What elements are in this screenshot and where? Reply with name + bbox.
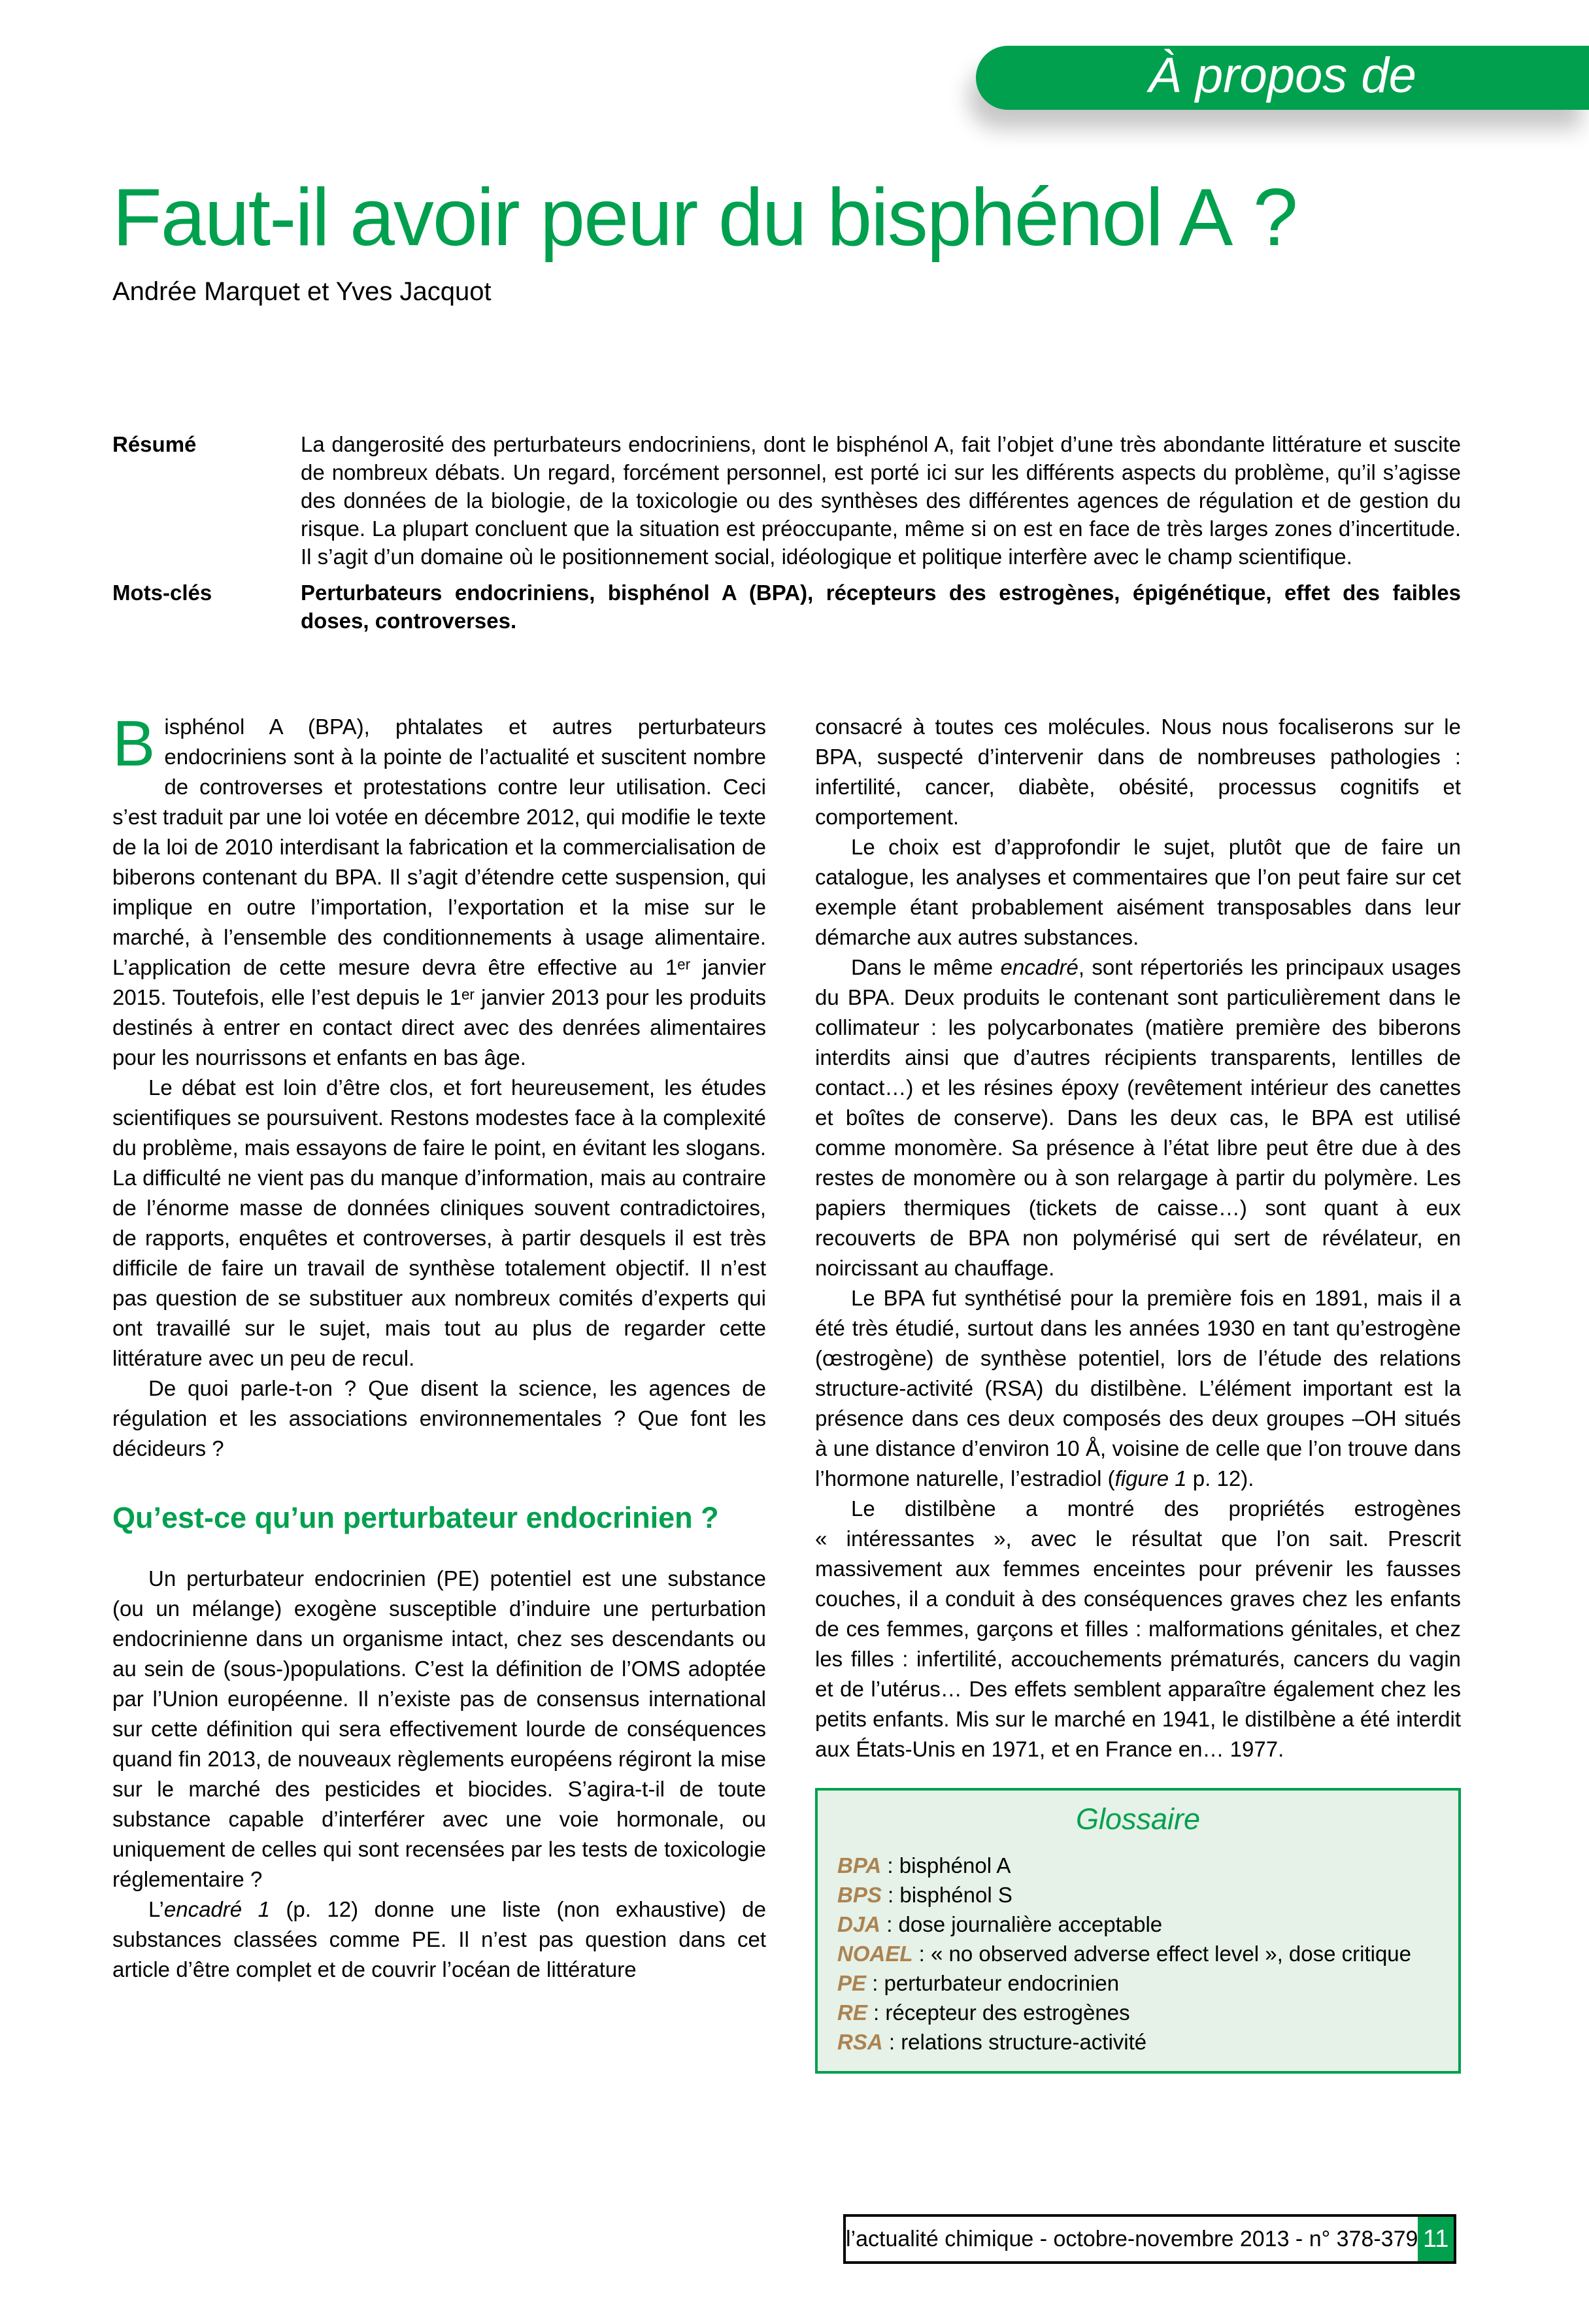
glossary-abbr: NOAEL <box>837 1942 913 1966</box>
glossary-abbr: RSA <box>837 2030 883 2055</box>
glossary-entry <box>837 1998 1439 2027</box>
paragraph: Le distilbène a montré des propriétés estrogènes « intéressantes », avec le résultat que l’on sait. Prescrit massivement aux femmes enceintes pour prévenir les fausses couches, il a conduit à des conséquences graves chez les enfants de ces femmes, garçons et filles : malformations génitales, et chez les filles : infertilité, accouchements prématurés, cancers du vagin et de l’utérus… Des effets semblent apparaître également chez les petits enfants. Mis sur le marché en 1941, le distilbène a été interdit aux États-Unis en 1971, et en France en… 1977. <box>815 1496 1461 1762</box>
glossary-entry <box>837 1880 1439 1910</box>
text-segment: p. 12). <box>1186 1466 1254 1491</box>
abstract-block <box>112 430 1461 635</box>
paragraph <box>815 1283 1461 1494</box>
glossary-definition: : bisphénol S <box>881 1883 1012 1908</box>
article-authors: Andrée Marquet et Yves Jacquot <box>112 277 492 307</box>
footer-bar <box>843 2214 1456 2264</box>
glossary-entry <box>837 1968 1439 1998</box>
glossary-definition: : dose journalière acceptable <box>880 1912 1163 1937</box>
glossary-entry <box>837 1939 1439 1968</box>
text-segment: encadré 1 <box>163 1897 270 1922</box>
text-segment: figure 1 <box>1114 1466 1187 1491</box>
keywords-label: Mots-clés <box>112 581 212 605</box>
glossary-definition: : relations structure-activité <box>882 2030 1147 2055</box>
paragraph: Un perturbateur endocrinien (PE) potentiel est une substance (ou un mélange) exogène susceptible d’induire une perturbation endocrinienne dans un organisme intact, chez ses descendants ou au sein de (sous-)populations. C’est la définition de l’OMS adoptée par l’Union européenne. Il n’existe pas de consensus international sur cette définition qui sera effectivement lourde de conséquences quand fin 2013, de nouveaux règlements européens régiront la mise sur le marché des pesticides et biocides. S’agira-t-il de toute substance capable d’interférer avec une voie hormonale, ou uniquement de celles qui sont recensées par les tests de toxicologie réglementaire ? <box>112 1566 766 1892</box>
keywords-text: Perturbateurs endocriniens, bisphénol A (BPA), récepteurs des estrogènes, épigénétique, effet des faibles doses, controverses. <box>301 581 1461 633</box>
paragraph: Le choix est d’approfondir le sujet, plutôt que de faire un catalogue, les analyses et commentaires que l’on peut faire sur cet exemple étant probablement aisément transposables dans leur démarche aux autres substances. <box>815 835 1461 950</box>
page-content <box>112 0 1461 2074</box>
glossary-abbr: DJA <box>837 1912 881 1937</box>
column-left <box>112 707 766 2074</box>
glossary-list <box>837 1851 1439 2057</box>
column-right <box>815 712 1461 2074</box>
glossary-definition: : récepteur des estrogènes <box>867 2000 1130 2025</box>
paragraph: consacré à toutes ces molécules. Nous nous focaliserons sur le BPA, suspecté d’intervenir dans de nombreuses pathologies : infertilité, cancer, diabète, obésité, processus cognitifs et comportement. <box>815 715 1461 830</box>
article-title: Faut-il avoir peur du bisphénol A ? <box>112 173 1297 263</box>
paragraph-intro <box>112 707 766 1073</box>
glossary-definition: : perturbateur endocrinien <box>866 1971 1120 1996</box>
glossary-abbr: BPS <box>837 1883 882 1908</box>
glossary-box <box>815 1788 1461 2074</box>
glossary-entry <box>837 1851 1439 1880</box>
text-segment: Dans le même <box>851 955 1001 980</box>
paragraph-intro-text: isphénol A (BPA), phtalates et autres perturbateurs endocriniens sont à la pointe de l’actualité et suscitent nombre de controverses et protestations contre leur utilisation. Ceci s’est traduit par une loi votée en décembre 2012, qui modifie le texte de la loi de 2010 interdisant la fabrication et la commercialisation de biberons contenant du BPA. Il s’agit d’étendre cette suspension, qui implique en outre l’importation, l’exportation et la mise sur le marché, à l’ensemble des conditionnements à usage alimentaire. L’application de cette mesure devra être effective au 1ᵉʳ janvier 2015. Toutefois, elle l’est depuis le 1ᵉʳ janvier 2013 pour les produits destinés à entrer en contact direct avec des denrées alimentaires pour les nourrissons et enfants en bas âge. <box>112 715 766 1070</box>
glossary-title: Glossaire <box>1075 1802 1201 1836</box>
text-segment: , sont répertoriés les principaux usages du BPA. Deux produits le contenant sont particulièrement dans le collimateur : les polycarbonates (matière première des biberons interdits ainsi que d’autres récipients transparents, lentilles de contact…) et les résines époxy (revêtement intérieur des canettes et boîtes de conserve). Dans les deux cas, le BPA est utilisé comme monomère. Sa présence à l’état libre peut être due à des restes de monomère ou à son relargage à partir du polymère. Les papiers thermiques (tickets de caisse…) sont quant à eux recouverts de BPA non polymérisé qui sert de révélateur, en noircissant au chauffage. <box>815 955 1461 1281</box>
glossary-entry <box>837 1910 1439 1939</box>
glossary-abbr: PE <box>837 1971 867 1996</box>
text-segment: Le BPA fut synthétisé pour la première fois en 1891, mais il a été très étudié, surtout dans les années 1930 en tant qu’estrogène (œstrogène) de synthèse potentiel, lors de l’étude des relations structure-activité (RSA) du distilbène. L’élément important est la présence dans ces deux composés des deux groupes –OH situés à une distance d’environ 10 Å, voisine de celle que l’on trouve dans l’hormone naturelle, l’estradiol ( <box>815 1286 1461 1491</box>
text-segment: encadré <box>1000 955 1079 980</box>
section-banner-label: À propos de <box>1148 48 1416 103</box>
glossary-entry <box>837 2027 1439 2057</box>
glossary-definition: : « no observed adverse effect level », dose critique <box>912 1942 1412 1966</box>
glossary-abbr: BPA <box>837 1853 882 1878</box>
paragraph: Le débat est loin d’être clos, et fort heureusement, les études scientifiques se poursuivent. Restons modestes face à la complexité du problème, mais essayons de faire le point, en évitant les slogans. La difficulté ne vient pas du manque d’information, mais au contraire de l’énorme masse de données cliniques souvent contradictoires, de rapports, enquêtes et controverses, à partir desquels il est très difficile de faire un travail de synthèse totalement objectif. Il n’est pas question de se substituer aux nombreux comités d’experts qui ont travaillé sur le sujet, mais tout au plus de regarder cette littérature avec un peu de recul. <box>112 1075 766 1371</box>
footer-page-number: 11 <box>1418 2217 1454 2261</box>
footer-journal-line: l’actualité chimique - octobre-novembre 2013 - n° 378-379 <box>846 2226 1418 2251</box>
paragraph <box>112 1895 766 1985</box>
abstract-label: Résumé <box>112 432 197 457</box>
paragraph: De quoi parle-t-on ? Que disent la science, les agences de régulation et les associations environnementales ? Que font les décideurs ? <box>112 1376 766 1461</box>
glossary-definition: : bisphénol A <box>881 1853 1011 1878</box>
abstract-text: La dangerosité des perturbateurs endocriniens, dont le bisphénol A, fait l’objet d’une très abondante littérature et suscite de nombreux débats. Un regard, forcément personnel, est porté ici sur les différents aspects du problème, qu’il s’agisse des données de la biologie, de la toxicologie ou des synthèses des différentes agences de régulation et de gestion du risque. La plupart concluent que la situation est préoccupante, même si on est en face de très larges zones d’incertitude. Il s’agit d’un domaine où le positionnement social, idéologique et politique interfère avec le champ scientifique. <box>301 432 1461 569</box>
text-segment: L’ <box>148 1897 164 1922</box>
article-body <box>112 707 1461 2074</box>
paragraph <box>815 952 1461 1283</box>
glossary-abbr: RE <box>837 2000 867 2025</box>
section-heading: Qu’est-ce qu’un perturbateur endocrinien ? <box>112 1501 719 1535</box>
text-segment: (p. 12) donne une liste (non exhaustive) de substances classées comme PE. Il n’est pas question dans cet article d’être complet et de couvrir l’océan de littérature <box>112 1897 766 1982</box>
drop-cap: B <box>112 707 156 780</box>
